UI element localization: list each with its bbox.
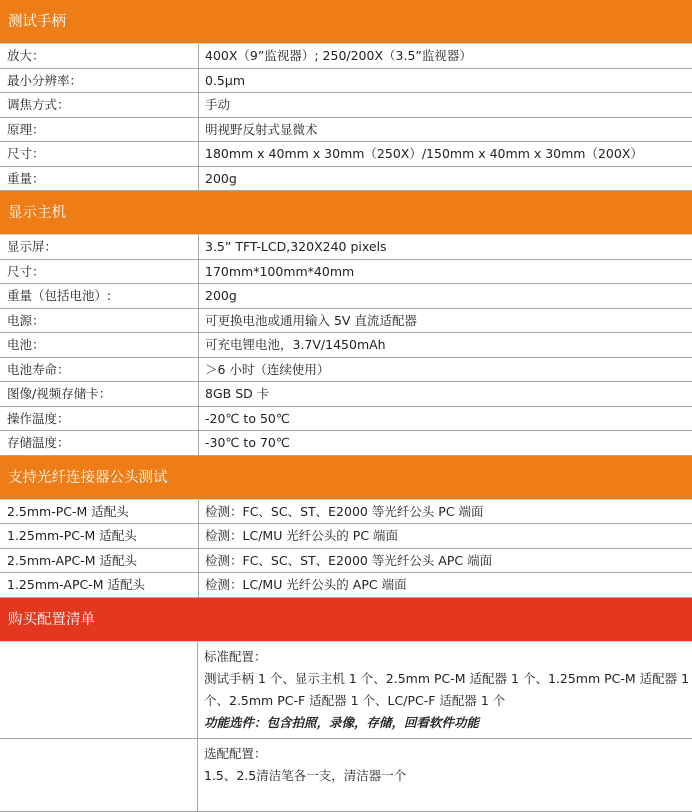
table-row	[0, 357, 692, 382]
table-row	[0, 431, 692, 456]
row-label: 尺寸：	[0, 142, 199, 167]
row-value: 检测：FC、SC、ST、E2000 等光纤公头 APC 端面	[199, 548, 692, 573]
row-value: 180mm x 40mm x 30mm（250X）/150mm x 40mm x 30mm（200X）	[199, 142, 692, 167]
display-spec-table	[0, 235, 692, 456]
row-label: 电池寿命：	[0, 357, 199, 382]
table-row	[0, 406, 692, 431]
row-value: 手动	[199, 93, 692, 118]
row-value: 可更换电池或通用输入 5V 直流适配器	[199, 308, 692, 333]
standard-config-cell	[198, 642, 692, 739]
table-row	[0, 142, 692, 167]
table-row	[0, 259, 692, 284]
row-label: 存储温度：	[0, 431, 199, 456]
row-label: 1.25mm-APC-M 适配头	[0, 573, 199, 598]
row-label: 图像/视频存储卡：	[0, 382, 199, 407]
row-value: -30℃ to 70℃	[199, 431, 692, 456]
row-label: 原理：	[0, 117, 199, 142]
row-label: 电源：	[0, 308, 199, 333]
row-label: 放大：	[0, 44, 199, 68]
row-value: 400X（9”监视器）; 250/200X（3.5”监视器）	[199, 44, 692, 68]
row-value: 3.5” TFT-LCD,320X240 pixels	[199, 235, 692, 259]
row-value: 200g	[199, 284, 692, 309]
optional-config-cell	[198, 738, 692, 811]
row-value: 8GB SD 卡	[199, 382, 692, 407]
row-label: 显示屏：	[0, 235, 199, 259]
row-label-empty	[0, 738, 198, 811]
connector-spec-table	[0, 500, 692, 598]
section-header-display-unit: 显示主机	[0, 191, 692, 235]
table-row	[0, 166, 692, 191]
table-row	[0, 500, 692, 524]
standard-config-line: 测试手柄 1 个、显示主机 1 个、2.5mm PC-M 适配器 1 个、1.25mm PC-M 适配器 1	[204, 668, 686, 690]
row-label: 1.25mm-PC-M 适配头	[0, 524, 199, 549]
table-row	[0, 284, 692, 309]
row-value: 170mm*100mm*40mm	[199, 259, 692, 284]
row-value: 检测：LC/MU 光纤公头的 APC 端面	[199, 573, 692, 598]
row-label: 2.5mm-PC-M 适配头	[0, 500, 199, 524]
row-value: 200g	[199, 166, 692, 191]
table-row	[0, 117, 692, 142]
row-value: -20℃ to 50℃	[199, 406, 692, 431]
standard-config-line: 个、2.5mm PC-F 适配器 1 个、LC/PC-F 适配器 1 个	[204, 690, 686, 712]
table-row	[0, 573, 692, 598]
row-label: 重量（包括电池）:	[0, 284, 199, 309]
table-row	[0, 382, 692, 407]
table-row	[0, 333, 692, 358]
table-row	[0, 235, 692, 259]
table-row	[0, 68, 692, 93]
row-label: 操作温度：	[0, 406, 199, 431]
table-row	[0, 44, 692, 68]
section-header-handle: 测试手柄	[0, 0, 692, 44]
row-value: 0.5μm	[199, 68, 692, 93]
row-value: 可充电锂电池，3.7V/1450mAh	[199, 333, 692, 358]
standard-config-heading: 标准配置：	[204, 646, 686, 668]
row-label: 电池：	[0, 333, 199, 358]
table-row	[0, 93, 692, 118]
row-label-empty	[0, 642, 198, 739]
optional-config-heading: 选配配置：	[204, 743, 686, 765]
table-row	[0, 548, 692, 573]
section-header-connector-test: 支持光纤连接器公头测试	[0, 456, 692, 500]
row-value: 检测：LC/MU 光纤公头的 PC 端面	[199, 524, 692, 549]
row-label: 尺寸：	[0, 259, 199, 284]
table-row	[0, 738, 692, 811]
purchase-config-table	[0, 642, 692, 812]
row-value: 明视野反射式显微术	[199, 117, 692, 142]
handle-spec-table	[0, 44, 692, 191]
row-label: 调焦方式：	[0, 93, 199, 118]
table-row	[0, 308, 692, 333]
table-row	[0, 642, 692, 739]
row-value: ＞6 小时（连续使用）	[199, 357, 692, 382]
section-header-purchase-list: 购买配置清单	[0, 598, 692, 642]
function-option-line: 功能选件：包含拍照，录像，存储，回看软件功能	[204, 712, 686, 734]
row-label: 最小分辨率：	[0, 68, 199, 93]
row-value: 检测：FC、SC、ST、E2000 等光纤公头 PC 端面	[199, 500, 692, 524]
row-label: 2.5mm-APC-M 适配头	[0, 548, 199, 573]
table-row	[0, 524, 692, 549]
row-label: 重量：	[0, 166, 199, 191]
optional-config-line: 1.5、2.5清洁笔各一支，清洁器一个	[204, 765, 686, 787]
